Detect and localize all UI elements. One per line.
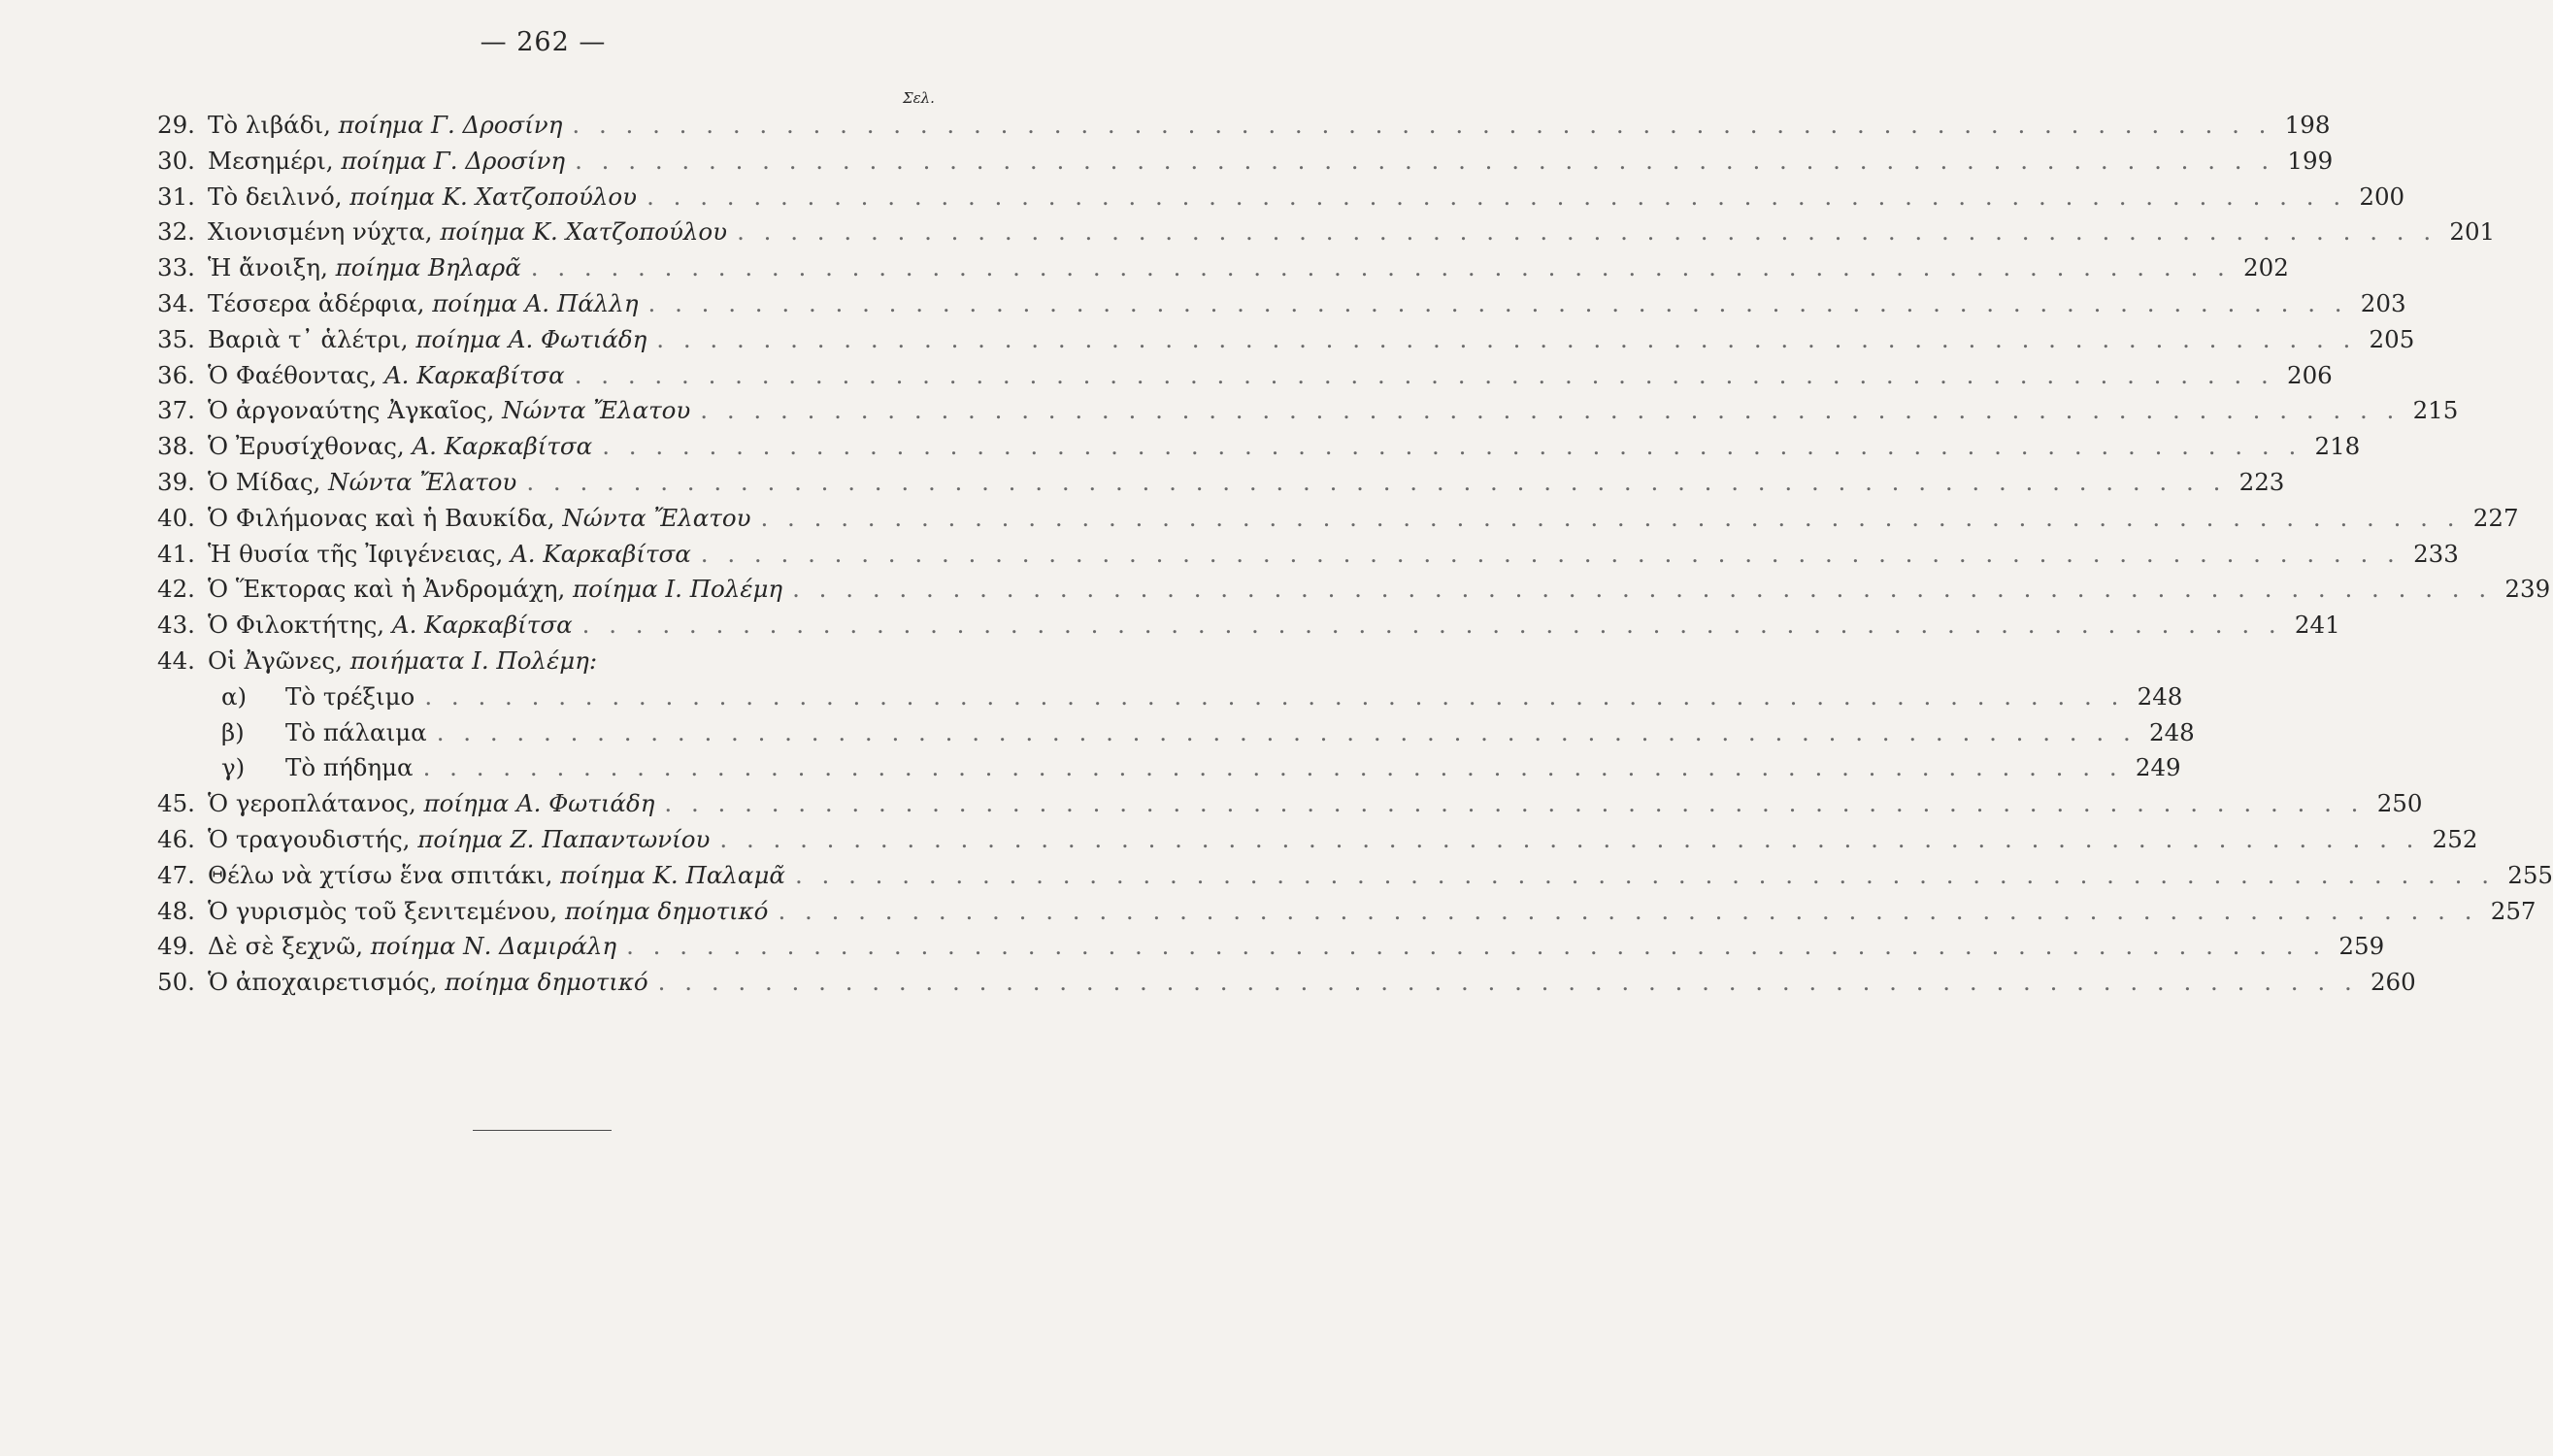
entry-page: 198 [2284, 111, 2331, 139]
entry-title-text: Τὸ δειλινό, [208, 182, 350, 211]
dot-leader [700, 396, 2400, 424]
toc-entry-32 [157, 217, 2496, 253]
toc-subentry-b [157, 717, 2195, 754]
toc-entry-45 [157, 789, 2423, 825]
subentry-letter: α) [221, 681, 248, 711]
entry-title [208, 147, 565, 175]
toc-entry-44 [157, 646, 934, 682]
entry-title [208, 968, 648, 996]
entry-number: 30. [157, 146, 195, 175]
dot-leader [760, 504, 2460, 532]
entry-page: 257 [2490, 896, 2536, 925]
entry-number: 41. [157, 539, 195, 568]
dot-leader [719, 825, 2419, 853]
entry-number: 39. [157, 467, 195, 496]
entry-author: ποίημα Κ. Χατζοπούλου [349, 182, 638, 211]
toc-entry-37 [157, 396, 2459, 432]
entry-title-text: Ὁ Φιλοκτήτης, [208, 611, 392, 640]
entry-title [208, 253, 521, 281]
toc-entry-41 [157, 539, 2459, 576]
entry-page: 249 [2135, 753, 2181, 782]
entry-title-text: Ὁ ἀργοναύτης Ἀγκαῖος, [208, 396, 503, 425]
toc-entry-30 [157, 146, 2334, 182]
entry-page: 223 [2238, 467, 2285, 496]
end-rule-divider [473, 1130, 612, 1131]
dot-leader [648, 289, 2348, 317]
entry-page: 252 [2432, 824, 2478, 853]
toc-entry-29 [157, 111, 2331, 147]
entry-title-text: Ὁ γεροπλάτανος, [208, 789, 424, 818]
entry-page: 205 [2369, 324, 2415, 353]
entry-page: 202 [2243, 253, 2289, 282]
toc-subentry-c [157, 753, 2181, 789]
toc-entry-38 [157, 432, 2361, 468]
entry-title-text: Δὲ σὲ ξεχνῶ, [208, 932, 371, 961]
entry-author: ποίημα Γ. Δροσίνη [338, 111, 563, 139]
entry-title [208, 575, 782, 603]
toc-entry-31 [157, 182, 2405, 218]
entry-title: Τὸ τρέξιμο [285, 681, 415, 711]
toc-entry-39 [157, 467, 2285, 504]
entry-number: 47. [157, 860, 195, 889]
entry-number: 33. [157, 253, 195, 282]
entry-title [208, 325, 647, 353]
entry-page: 200 [2359, 182, 2405, 211]
entry-title [208, 897, 768, 925]
entry-title [208, 289, 639, 317]
dot-leader [572, 111, 2271, 139]
entry-number: 50. [157, 968, 195, 997]
dot-leader [737, 217, 2437, 246]
entry-title [208, 217, 727, 246]
entry-number: 32. [157, 217, 195, 247]
entry-author: Α. Καρκαβίτσα [412, 432, 593, 461]
dot-leader [658, 968, 2358, 996]
entry-title [208, 396, 690, 424]
toc-entry-40 [157, 503, 2519, 540]
entry-title: Τὸ πάλαιμα [285, 717, 427, 746]
entry-title-text: Ὁ Ἐρυσίχθονας, [208, 432, 413, 461]
entry-number: 31. [157, 182, 195, 211]
entry-author: ποίημα δημοτικό [564, 896, 769, 925]
entry-page: 241 [2294, 611, 2340, 640]
entry-page: 203 [2360, 288, 2406, 317]
entry-author: ποίημα Α. Φωτιάδη [415, 324, 647, 353]
toc-entry-34 [157, 288, 2406, 325]
dot-leader [575, 147, 2274, 175]
entry-title [208, 432, 592, 460]
entry-author: ποίημα Ι. Πολέμη [573, 575, 783, 604]
entry-title-text: Ὁ ἀποχαιρετισμός, [208, 968, 446, 997]
entry-title [208, 789, 654, 817]
dot-leader [701, 540, 2401, 568]
entry-number: 29. [157, 111, 195, 139]
entry-title-text: Ὁ Φιλήμονας καὶ ἡ Βαυκίδα, [208, 503, 563, 532]
entry-number: 40. [157, 503, 195, 532]
entry-title-text: Ἡ θυσία τῆς Ἰφιγένειας, [208, 539, 512, 568]
entry-page: 206 [2287, 360, 2333, 389]
entry-title-text: Ὁ τραγουδιστής, [208, 824, 418, 853]
entry-author: Νώντα Ἔλατου [502, 396, 691, 425]
entry-page: 215 [2412, 396, 2459, 425]
table-of-contents [157, 111, 2553, 1004]
subentry-letter: γ) [221, 753, 246, 782]
dot-leader [656, 325, 2356, 353]
toc-entry-33 [157, 253, 2289, 289]
toc-entry-36 [157, 360, 2333, 397]
entry-page: 199 [2287, 146, 2334, 175]
entry-page: 227 [2472, 503, 2519, 532]
entry-title [208, 646, 597, 675]
entry-title: Τὸ πήδημα [285, 753, 414, 782]
dot-leader [664, 789, 2364, 817]
entry-page: 248 [2137, 681, 2183, 711]
dot-leader [575, 361, 2274, 389]
entry-title [208, 861, 785, 889]
entry-page: 260 [2370, 968, 2416, 997]
dot-leader [792, 575, 2492, 603]
entry-author: ποίημα Ζ. Παπαντωνίου [417, 824, 711, 853]
dot-leader [526, 468, 2226, 496]
entry-title-text: Μεσημέρι, [208, 146, 342, 175]
entry-author: ποίημα Ν. Δαμιράλη [370, 932, 617, 961]
entry-title [208, 611, 573, 639]
entry-title [208, 504, 750, 532]
toc-entry-48 [157, 896, 2536, 933]
dot-leader [424, 682, 2124, 711]
toc-entry-43 [157, 611, 2340, 646]
entry-number: 49. [157, 932, 195, 961]
entry-title-text: Ὁ γυρισμὸς τοῦ ξενιτεμένου, [208, 896, 565, 925]
dot-leader [626, 932, 2326, 960]
toc-entry-35 [157, 324, 2415, 361]
dot-leader [778, 897, 2477, 925]
entry-author: ποίημα Βηλαρᾶ [335, 253, 521, 282]
entry-title-text: Ὁ Μίδας, [208, 467, 329, 496]
entry-title [208, 825, 710, 853]
entry-title-text: Βαριὰ τ᾿ ἁλέτρι, [208, 324, 416, 353]
entry-number: 42. [157, 575, 195, 604]
toc-entry-42 [157, 575, 2551, 611]
entry-author: ποιήματα Ι. Πολέμη: [349, 645, 598, 675]
dot-leader [437, 718, 2137, 746]
entry-title [208, 468, 516, 496]
entry-author: ποίημα Α. Φωτιάδη [423, 789, 655, 818]
entry-number: 48. [157, 896, 195, 925]
dot-leader [531, 253, 2231, 281]
dot-leader [602, 432, 2302, 460]
toc-entry-47 [157, 860, 2553, 897]
entry-title-text: Χιονισμένη νύχτα, [208, 217, 441, 247]
toc-entry-49 [157, 932, 2385, 968]
entry-title-text: Τὸ λιβάδι, [208, 111, 339, 139]
dot-leader [582, 611, 2282, 639]
entry-title-text: Τέσσερα ἀδέρφια, [208, 288, 433, 317]
entry-page: 255 [2507, 860, 2553, 889]
entry-title-text: Ὁ Φαέθοντας, [208, 360, 384, 389]
entry-number: 46. [157, 824, 195, 853]
toc-entry-46 [157, 824, 2478, 861]
entry-title [208, 182, 637, 211]
entry-number: 43. [157, 611, 195, 640]
entry-title [208, 932, 616, 960]
entry-title [208, 111, 562, 139]
entry-author: ποίημα Α. Πάλλη [432, 288, 639, 317]
page-column-header: Σελ. [903, 89, 935, 107]
entry-title-text: Ἡ ἄνοιξη, [208, 253, 336, 282]
entry-author: Α. Καρκαβίτσα [391, 611, 573, 640]
entry-number: 36. [157, 360, 195, 389]
dot-leader [423, 753, 2123, 781]
dot-leader [647, 182, 2346, 211]
entry-author: Α. Καρκαβίτσα [511, 539, 691, 568]
entry-page: 250 [2376, 789, 2423, 818]
entry-page: 233 [2413, 539, 2459, 568]
entry-author: ποίημα Κ. Παλαμᾶ [560, 860, 785, 889]
entry-number: 34. [157, 288, 195, 317]
dot-leader [795, 861, 2495, 889]
entry-number: 37. [157, 396, 195, 425]
entry-title [208, 540, 691, 568]
entry-title-text: Ὁ Ἕκτορας καὶ ἡ Ἀνδρομάχη, [208, 575, 574, 604]
entry-number: 35. [157, 324, 195, 353]
entry-page: 218 [2314, 432, 2361, 461]
toc-entry-50 [157, 968, 2416, 1004]
entry-page: 239 [2504, 575, 2551, 604]
entry-page: 259 [2338, 932, 2385, 961]
entry-title [208, 361, 565, 389]
entry-title-text: Θέλω νὰ χτίσω ἕνα σπιτάκι, [208, 860, 561, 889]
entry-author: ποίημα Γ. Δροσίνη [341, 146, 566, 175]
page-number: — 262 — [480, 27, 607, 57]
entry-author: Νώντα Ἔλατου [562, 503, 751, 532]
entry-number: 45. [157, 789, 195, 818]
entry-title-text: Οἱ Ἀγῶνες, [208, 645, 350, 675]
toc-subentry-a [157, 681, 2183, 718]
entry-author: ποίημα Κ. Χατζοπούλου [440, 217, 728, 247]
subentry-letter: β) [221, 717, 245, 746]
entry-page: 248 [2148, 717, 2195, 746]
entry-number: 38. [157, 432, 195, 461]
entry-author: ποίημα δημοτικό [445, 968, 648, 997]
entry-author: Α. Καρκαβίτσα [383, 360, 565, 389]
entry-number: 44. [157, 645, 195, 675]
entry-author: Νώντα Ἔλατου [328, 467, 517, 496]
entry-page: 201 [2449, 217, 2496, 247]
